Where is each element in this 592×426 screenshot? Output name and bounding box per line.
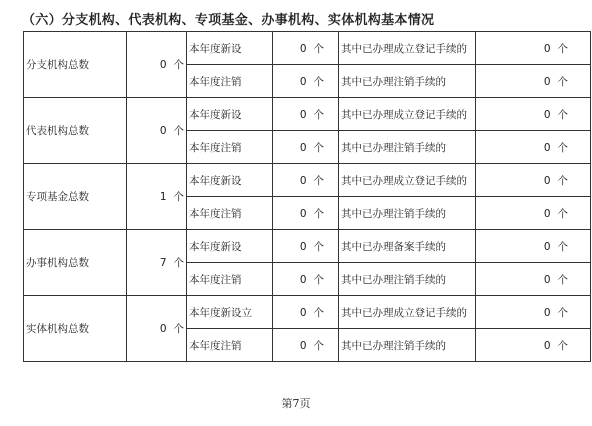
row-registered-count: 0 个 bbox=[476, 65, 591, 98]
group-name: 实体机构总数 bbox=[24, 296, 127, 362]
row-registered-count: 0 个 bbox=[476, 98, 591, 131]
table-row bbox=[24, 296, 591, 329]
group-total: 0 个 bbox=[127, 296, 187, 362]
row-count: 0 个 bbox=[273, 131, 339, 164]
row-label: 本年度新设立 bbox=[187, 296, 273, 329]
row-count: 0 个 bbox=[273, 230, 339, 263]
group-total: 0 个 bbox=[127, 98, 187, 164]
row-registered-count: 0 个 bbox=[476, 296, 591, 329]
row-label: 本年度注销 bbox=[187, 65, 273, 98]
page-number: 第7页 bbox=[281, 397, 311, 410]
group-name: 办事机构总数 bbox=[24, 230, 127, 296]
row-label: 本年度注销 bbox=[187, 329, 273, 362]
row-count: 0 个 bbox=[273, 296, 339, 329]
group-total: 7 个 bbox=[127, 230, 187, 296]
row-registered-count: 0 个 bbox=[476, 32, 591, 65]
row-registered-count: 0 个 bbox=[476, 197, 591, 230]
row-registered-count: 0 个 bbox=[476, 263, 591, 296]
section-title: （六）分支机构、代表机构、专项基金、办事机构、实体机构基本情况 bbox=[22, 13, 435, 28]
row-count: 0 个 bbox=[273, 263, 339, 296]
row-description: 其中已办理注销手续的 bbox=[339, 263, 476, 296]
row-description: 其中已办理成立登记手续的 bbox=[339, 32, 476, 65]
row-description: 其中已办理成立登记手续的 bbox=[339, 98, 476, 131]
row-description: 其中已办理成立登记手续的 bbox=[339, 296, 476, 329]
group-total: 0 个 bbox=[127, 32, 187, 98]
row-label: 本年度注销 bbox=[187, 131, 273, 164]
row-count: 0 个 bbox=[273, 98, 339, 131]
row-label: 本年度新设 bbox=[187, 164, 273, 197]
table-row bbox=[24, 230, 591, 263]
row-count: 0 个 bbox=[273, 197, 339, 230]
row-description: 其中已办理注销手续的 bbox=[339, 197, 476, 230]
row-registered-count: 0 个 bbox=[476, 230, 591, 263]
row-registered-count: 0 个 bbox=[476, 131, 591, 164]
row-count: 0 个 bbox=[273, 32, 339, 65]
group-name: 分支机构总数 bbox=[24, 32, 127, 98]
row-label: 本年度注销 bbox=[187, 263, 273, 296]
row-count: 0 个 bbox=[273, 164, 339, 197]
row-label: 本年度新设 bbox=[187, 98, 273, 131]
row-description: 其中已办理成立登记手续的 bbox=[339, 164, 476, 197]
row-count: 0 个 bbox=[273, 65, 339, 98]
table-row bbox=[24, 164, 591, 197]
row-label: 本年度注销 bbox=[187, 197, 273, 230]
group-name: 专项基金总数 bbox=[24, 164, 127, 230]
group-total: 1 个 bbox=[127, 164, 187, 230]
institution-table bbox=[23, 31, 591, 362]
row-description: 其中已办理注销手续的 bbox=[339, 131, 476, 164]
row-description: 其中已办理备案手续的 bbox=[339, 230, 476, 263]
row-label: 本年度新设 bbox=[187, 32, 273, 65]
row-count: 0 个 bbox=[273, 329, 339, 362]
row-label: 本年度新设 bbox=[187, 230, 273, 263]
row-registered-count: 0 个 bbox=[476, 164, 591, 197]
table-row bbox=[24, 32, 591, 65]
table-row bbox=[24, 98, 591, 131]
row-description: 其中已办理注销手续的 bbox=[339, 65, 476, 98]
group-name: 代表机构总数 bbox=[24, 98, 127, 164]
row-description: 其中已办理注销手续的 bbox=[339, 329, 476, 362]
row-registered-count: 0 个 bbox=[476, 329, 591, 362]
